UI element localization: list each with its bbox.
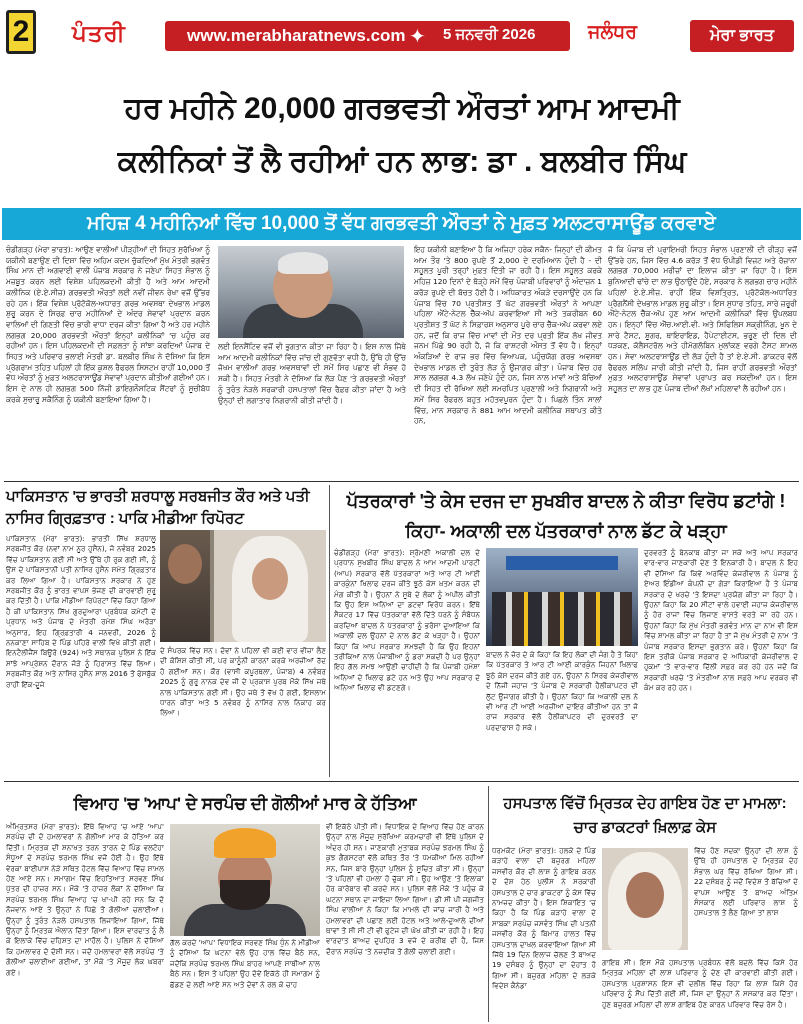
story-headline-journalists[interactable]: ਪੱਤਰਕਾਰਾਂ 'ਤੇ ਕੇਸ ਦਰਜ ਦਾ ਸੁਖਬੀਰ ਬਾਦਲ ਨੇ ਕੀਤਾ ਵਿਰੋਧ ਡਟਾਂਗੇ ! ਕਿਹਾ- ਅਕਾਲੀ ਦਲ ਪੱਤਰਕਾਰਾਂ ਨਾਲ ਡੱਟ ਕੇ ਖੜ੍ਹਾ bbox=[346, 491, 786, 541]
story-column: ਅੰਮ੍ਰਿਤਸਰ (ਮੇਰਾ ਭਾਰਤ): ਇੱਥੇ ਵਿਆਹ 'ਚ ਆਏ 'ਆਪ' ਸਰਪੰਚ ਦੀ ਦੋ ਹਮਲਾਵਰਾਂ ਨੇ ਗੋਲੀਆਂ ਮਾਰ ਕੇ ਹੱਤਿਆ ਕਰ ਦਿੱਤੀ। ਮ੍ਰਿਤਕ ਦੀ ਸ਼ਨਾਖਤ ਤਰਨ ਤਾਰਨ ਦੇ ਪਿੰਡ ਵਲਟੋਹਾ ਸੰਧੂਆਂ ਦੇ ਸਰਪੰਚ ਝਰਮਲ ਸਿੰਘ ਵਜੋਂ ਹੋਈ ਹੈ। ਉਹ ਇੱਥੇ ਵੇਰਕਾ ਬਾਈਪਾਸ ਨੇੜੇ ਸਥਿਤ ਹੋਟਲ ਵਿੱਚ ਵਿਆਹ ਵਿੱਚ ਸ਼ਾਮਲ ਹੋਣ ਆਏ ਸਨ। ਸਮਾਗਮ ਵਿੱਚ ਇਹਤਿਆਤ ਸਰਵਣ ਸਿੰਘ ਪੁੱਤਰ ਦੀ ਹਾਜ਼ਰ ਸਨ। ਮੌਕੇ 'ਤੇ ਹਾਜ਼ਰ ਲੋਕਾਂ ਨੇ ਦੱਸਿਆ ਕਿ ਸਰਪੰਚ ਝਰਮਲ ਸਿੰਘ ਵਿਆਹ 'ਚ ਖਾ-ਪੀ ਰਹੇ ਸਨ ਕਿ ਦੋ ਨੌਜਵਾਨ ਆਏ ਤੇ ਉਨ੍ਹਾਂ ਨੇ ਪਿੱਛੇ ਤੋਂ ਗੋਲੀਆਂ ਚਲਾਈਆਂ। ਉਨ੍ਹਾਂ ਨੂੰ ਤੁਰੰਤ ਨੇੜਲੇ ਹਸਪਤਾਲ ਲਿਜਾਇਆ ਗਿਆ, ਜਿੱਥੇ ਉਨ੍ਹਾਂ ਨੂੰ ਮ੍ਰਿਤਕ ਐਲਾਨ ਦਿੱਤਾ ਗਿਆ। ਇਸ ਵਾਰਦਾਤ ਨੂੰ ਲੈ ਕੇ ਇਲਾਕੇ ਵਿੱਚ ਦਹਿਸ਼ਤ ਦਾ ਮਾਹੌਲ ਹੈ। ਪੁਲਿਸ ਨੇ ਦੱਸਿਆ ਕਿ ਹਮਲਾਵਰ ਦੋ ਦੋਸ਼ੀ ਸਨ। ਜਦੋਂ ਹਮਲਾਵਰਾਂ ਵੱਲੋਂ ਸਰਪੰਚ 'ਤੇ ਗੋਲੀਆਂ ਚਲਾਈਆਂ ਗਈਆਂ, ਤਾਂ ਮੌਕੇ 'ਤੇ ਮੌਜੂਦ ਲੋਕ ਘਬਰਾ ਗਏ। bbox=[6, 822, 164, 977]
lead-headline bbox=[12, 82, 792, 188]
story-column: ਵੀ ਇਕੱਠੇ ਪੀਤੀ ਸੀ। ਵਿਧਾਇਕ ਦੇ ਵਿਆਹ ਵਿੱਚ ਹੋਣ ਕਾਰਨ ਉਨ੍ਹਾਂ ਨਾਲ ਮੌਜੂਦ ਸੁਰੱਖਿਆ ਕਰਮਚਾਰੀ ਵੀ ਇੱਥੇ ਪੁਲਿਸ ਦੇ ਅੰਦਰ ਹੀ ਸਨ। ਜਾਣਕਾਰੀ ਮੁਤਾਬਕ ਸਰਪੰਚ ਝਰਮਲ ਸਿੰਘ ਨੂੰ ਕੁਝ ਗੈਂਗਸਟਰਾਂ ਵੱਲੋਂ ਕਥਿਤ ਤੌਰ 'ਤੇ ਧਮਕੀਆਂ ਮਿਲ ਰਹੀਆਂ ਸਨ, ਜਿਸ ਬਾਰੇ ਉਨ੍ਹਾਂ ਪੁਲਿਸ ਨੂੰ ਸੂਚਿਤ ਕੀਤਾ ਸੀ। ਉਨ੍ਹਾਂ 'ਤੇ ਪਹਿਲਾਂ ਵੀ ਹਮਲਾ ਹੋ ਚੁੱਕਾ ਸੀ। ਉਹ ਆਉਣ 'ਤੇ ਇਲਾਕਾ ਹੋਰ ਕਾਰੋਬਾਰ ਵੀ ਕਰਦੇ ਸਨ। ਪੁਲਿਸ ਵੱਲੋਂ ਮੌਕੇ 'ਤੇ ਪਹੁੰਚ ਕੇ ਘਟਨਾ ਸਥਾਨ ਦਾ ਜਾਇਜ਼ਾ ਲਿਆ ਗਿਆ। ਡੀ ਸੀ ਪੀ ਜਗਜੀਤ ਸਿੰਘ ਵਾਲੀਆ ਨੇ ਕਿਹਾ ਕਿ ਮਾਮਲੇ ਦੀ ਜਾਂਚ ਜਾਰੀ ਹੈ ਅਤੇ ਹਮਲਾਵਰਾਂ ਦੀ ਪਛਾਣ ਲਈ ਹੋਟਲ ਅਤੇ ਆਲੇ-ਦੁਆਲੇ ਦੀਆਂ ਥਾਵਾਂ ਤੋਂ ਸੀ ਸੀ ਟੀ ਵੀ ਫੁਟੇਜ ਦੀ ਘੋਖ ਕੀਤੀ ਜਾ ਰਹੀ ਹੈ। ਇਹ ਵਾਰਦਾਤ ਬਾਅਦ ਦੁਪਹਿਰ 3 ਵਜੇ ਦੇ ਕਰੀਬ ਦੀ ਹੈ, ਜਿਸ ਦੌਰਾਨ ਸਰਪੰਚ 'ਤੇ ਨਜ਼ਦੀਕ ਤੋਂ ਗੋਲੀ ਚਲਾਈ ਗਈ। bbox=[326, 822, 484, 956]
newspaper-brand: ਪੰਤਰੀ bbox=[72, 20, 126, 46]
page-number: 2 bbox=[6, 10, 36, 54]
story-column: ਧਰਮਕੋਟ (ਮੇਰਾ ਭਾਰਤ): ਹਲਕੇ ਦੇ ਪਿੰਡ ਕੜਾਹੇ ਵਾਲਾ ਦੀ ਬਜ਼ੁਰਗ ਮਹਿਲਾ ਜਸਵੀਰ ਕੌਰ ਦੀ ਲਾਸ਼ ਨੂੰ ਗਾਇਬ ਕਰਨ ਦੇ ਦੋਸ਼ ਹੇਠ ਪੁਲੀਸ ਨੇ ਸਰਕਾਰੀ ਹਸਪਤਾਲ ਦੇ ਚਾਰ ਡਾਕਟਰਾਂ ਨੂੰ ਕੇਸ ਵਿੱਚ ਨਾਮਜ਼ਦ ਕੀਤਾ ਹੈ। ਇਸ ਸ਼ਿਕਾਇਤ 'ਚ ਕਿਹਾ ਹੈ ਕਿ ਪਿੰਡ ਕੜਾਹੇ ਵਾਲਾ ਦੇ ਸਾਬਕਾ ਸਰਪੰਚ ਜਸਵੰਤ ਸਿੰਘ ਦੀ ਪਤਨੀ ਜਸਵੀਰ ਕੌਰ ਨੂੰ ਬਿਮਾਰ ਹਾਲਤ ਵਿੱਚ ਹਸਪਤਾਲ ਦਾਖਲ ਕਰਵਾਇਆ ਗਿਆ ਸੀ ਜਿੱਥੇ 19 ਦਿਨ ਇਲਾਜ ਚੱਲਣ ਤੋਂ ਬਾਅਦ 19 ਦਸੰਬਰ ਨੂੰ ਉਨ੍ਹਾਂ ਦਾ ਦੇਹਾਂਤ ਹੋ ਗਿਆ ਸੀ। ਬਜ਼ੁਰਗ ਮਹਿਲਾ ਦੇ ਲੜਕੇ ਵਿਦੇਸ਼ ਕੈਨੇਡਾ bbox=[492, 846, 596, 991]
story-headline-hospital[interactable]: ਹਸਪਤਾਲ ਵਿੱਚੋਂ ਮ੍ਰਿਤਕ ਦੇਹ ਗਾਇਬ ਹੋਣ ਦਾ ਮਾਮਲਾ: ਚਾਰ ਡਾਕਟਰਾਂ ਖ਼ਿਲਾਫ਼ ਕੇਸ bbox=[503, 795, 787, 836]
lead-subhead: ਮਹਿਜ਼ 4 ਮਹੀਨਿਆਂ ਵਿੱਚ 10,000 ਤੋਂ ਵੱਧ ਗਰਭਵਤੀ ਔਰਤਾਂ ਨੇ ਮੁਫ਼ਤ ਅਲਟਰਾਸਾਊਂਡ ਕਰਵਾਏ bbox=[2, 208, 801, 240]
story-column: ਦੁਰਵਰਤੋਂ ਨੂੰ ਬੇਨਕਾਬ ਕੀਤਾ ਜਾ ਸਕੇ ਅਤੇ ਆਪ ਸਰਕਾਰ ਵਾਰ-ਵਾਰ ਜਾਣਕਾਰੀ ਦੇਣ ਤੋਂ ਇਨਕਾਰੀ ਹੈ। ਬਾਦਲ ਨੇ ਇਹ ਵੀ ਦੱਸਿਆ ਕਿ ਕਿਵੇਂ ਅਰਵਿੰਦ ਕੇਜਰੀਵਾਲ ਨੇ ਪੰਜਾਬ ਨੂੰ ਏਅਰ ਇੰਡੀਆ ਕੰਪਨੀ ਦਾ ਗੇੜਾ ਕਿਰਾਇਆ ਹੈ ਤੇ ਪੰਜਾਬ ਸਰਕਾਰ ਦੇ ਖਰਚੇ 'ਤੇ ਇਸਦਾ ਪ੍ਰਯੋਗ ਕੀਤਾ ਜਾ ਰਿਹਾ ਹੈ। ਉਹਨਾਂ ਕਿਹਾ ਕਿ 20 ਸੀਟਾਂ ਵਾਲੇ ਹਵਾਈ ਜਹਾਜ਼ ਕੇਜਰੀਵਾਲ ਨੂੰ ਹੋਰ ਰਾਜਾਂ ਵਿੱਚ ਲਿਜਾਣ ਵਾਸਤੇ ਵਰਤੇ ਜਾ ਰਹੇ ਹਨ। ਉਹਨਾਂ ਕਿਹਾ ਕਿ ਮੁੱਖ ਮੰਤਰੀ ਭਗਵੰਤ ਮਾਨ ਦਾ ਨਾਮ ਵੀ ਇਸ ਵਿੱਚ ਸ਼ਾਮਲ ਕੀਤਾ ਜਾ ਰਿਹਾ ਹੈ ਤਾਂ ਜੋ ਮੁੱਖ ਮੰਤਰੀ ਦੇ ਨਾਮ 'ਤੇ ਪੰਜਾਬ ਸਰਕਾਰ ਇਸਦਾ ਭੁਗਤਾਨ ਕਰੇ। ਉਹਨਾਂ ਕਿਹਾ ਕਿ ਇਸ ਤਰੀਕੇ ਪੰਜਾਬ ਸਰਕਾਰ ਦੇ ਅਧਿਕਾਰੀ ਕੇਜਰੀਵਾਲ ਦੇ ਹੁਕਮਾਂ 'ਤੇ ਵਾਰ-ਵਾਰ ਦਿੱਲੀ ਸਫ਼ਰ ਕਰ ਰਹੇ ਹਨ ਜਦੋਂ ਕਿ ਸਰਕਾਰੀ ਖਰਚੇ 'ਤੇ ਮੰਤਰੀਆਂ ਨਾਲ ਸਫ਼ਰੇ ਆਪ ਵਰਕਰ ਵੀ ਕੰਮ ਕਰ ਰਹੇ ਹਨ। bbox=[644, 548, 798, 693]
column-divider bbox=[329, 485, 330, 777]
story-column: ਪਾਕਿਸਤਾਨ (ਮੇਰਾ ਭਾਰਤ): ਭਾਰਤੀ ਸਿੱਖ ਸ਼ਰਧਾਲੂ ਸਰਬਜੀਤ ਕੌਰ (ਨਵਾਂ ਨਾਮ ਨੂਰ ਹੁਸੈਨ), ਜੋ ਨਵੰਬਰ 2025 ਵਿੱਚ ਪਾਕਿਸਤਾਨ ਗਈ ਸੀ ਅਤੇ ਉੱਥੇ ਹੀ ਰੁਕ ਗਈ ਸੀ, ਨੂੰ ਉਸ ਦੇ ਪਾਕਿਸਤਾਨੀ ਪਤੀ ਨਾਸਿਰ ਹੁਸੈਨ ਸਮੇਤ ਗ੍ਰਿਫ਼ਤਾਰ ਕਰ ਲਿਆ ਗਿਆ ਹੈ। ਪਾਕਿਸਤਾਨ ਸਰਕਾਰ ਨੇ ਹੁਣ ਸਰਬਜੀਤ ਕੌਰ ਨੂੰ ਭਾਰਤ ਵਾਪਸ ਭੇਜਣ ਦੀ ਕਾਰਵਾਈ ਸ਼ੁਰੂ ਕਰ ਦਿੱਤੀ ਹੈ। ਪਾਕਿ ਮੀਡੀਆ ਰਿਪੋਰਟਾਂ ਵਿੱਚ ਕਿਹਾ ਗਿਆ ਹੈ ਕੀ ਪਾਕਿਸਤਾਨ ਸਿੱਖ ਗੁਰਦੁਆਰਾ ਪ੍ਰਬੰਧਕ ਕਮੇਟੀ ਦੇ ਪ੍ਰਧਾਨ ਅਤੇ ਪੰਜਾਬ ਦੇ ਮੰਤਰੀ ਰਮੇਸ਼ ਸਿੰਘ ਅਰੋੜਾ ਅਨੁਸਾਰ, ਇਹ ਗ੍ਰਿਫ਼ਤਾਰੀ 4 ਜਨਵਰੀ, 2026 ਨੂੰ ਨਨਕਾਣਾ ਸਾਹਿਬ ਦੇ ਪਿੰਡ ਪਹਿਰੇ ਵਾਲੀ ਵਿਖੇ ਕੀਤੀ ਗਈ। ਇਨਟੈਲੀਜੈਂਸ ਬਿਊਰੋ (924) ਅਤੇ ਸਥਾਨਕ ਪੁਲਿਸ ਨੇ ਇੱਕ ਸਾਂਝੇ ਆਪ੍ਰੇਸ਼ਨ ਦੌਰਾਨ ਜੋੜੇ ਨੂੰ ਹਿਰਾਸਤ ਵਿੱਚ ਲਿਆ। ਸਰਬਜੀਤ ਕੌਰ ਅਤੇ ਨਾਸਿਰ ਹੁਸੈਨ ਸਾਲ 2016 ਤੋਂ ਫੇਸਬੁੱਕ ਰਾਹੀਂ ਇੱਕ-ਦੂਜੇ bbox=[6, 534, 156, 689]
protest-photo bbox=[486, 548, 638, 646]
minister-photo bbox=[218, 246, 404, 338]
story-headline-sarpanch[interactable]: ਵਿਆਹ 'ਚ 'ਆਪ' ਦੇ ਸਰਪੰਚ ਦੀ ਗੋਲੀਆਂ ਮਾਰ ਕੇ ਹੱਤਿਆ bbox=[73, 794, 417, 813]
lead-column: ਲਈ ਇਨਸੈਂਟਿਵ ਵਜੋਂ ਵੀ ਭੁਗਤਾਨ ਕੀਤਾ ਜਾ ਰਿਹਾ ਹੈ। ਇਸ ਨਾਲ ਜਿੱਥੇ ਆਮ ਆਦਮੀ ਕਲੀਨਿਕਾਂ ਵਿੱਚ ਜਾਂਚ ਦੀ ਗੁਣਵੱਤਾ ਵਧੀ ਹੈ, ਉੱਥੇ ਹੀ ਉੱਚ ਜੋਖਮ ਵਾਲੀਆਂ ਗਰਭ ਅਵਸਥਾਵਾਂ ਦੀ ਸਮੇਂ ਸਿਰ ਪਛਾਣ ਵੀ ਸੰਭਵ ਹੋ ਸਕੀ ਹੈ। ਸਿਹਤ ਮੰਤਰੀ ਨੇ ਦੱਸਿਆ ਕਿ ਲੋੜ ਪੈਣ 'ਤੇ ਗਰਭਵਤੀ ਔਰਤਾਂ ਨੂੰ ਤੁਰੰਤ ਨੇੜਲੇ ਸਰਕਾਰੀ ਹਸਪਤਾਲਾਂ ਵਿੱਚ ਰੈਫ਼ਰ ਕੀਤਾ ਜਾਂਦਾ ਹੈ ਅਤੇ ਉਨ੍ਹਾਂ ਦੀ ਲਗਾਤਾਰ ਨਿਗਰਾਨੀ ਕੀਤੀ ਜਾਂਦੀ ਹੈ। bbox=[218, 342, 406, 405]
lead-headline-line2: ਕਲੀਨਿਕਾਂ ਤੋਂ ਲੈ ਰਹੀਆਂ ਹਨ ਲਾਭ: ਡਾ . ਬਲਬੀਰ ਸਿੰਘ bbox=[117, 145, 687, 178]
story-column: ਗੱਲ ਕਰਦੇ 'ਆਪ' ਵਿਧਾਇਕ ਸਰਵਣ ਸਿੰਘ ਧੁੰਨ ਨੇ ਮੀਡੀਆ ਨੂੰ ਦੱਸਿਆ ਕਿ ਘਟਨਾ ਵੇਲੇ ਉਹ ਹਾਲ ਵਿੱਚ ਬੈਠੇ ਸਨ, ਜਦੋਂਕਿ ਸਰਪੰਚ ਝਰਮਲ ਸਿੰਘ ਬਾਹਰ ਆਪਣੇ ਸਾਥੀਆਂ ਨਾਲ ਬੈਠੇ ਸਨ। ਇਸ ਤੋਂ ਪਹਿਲਾਂ ਉਹ ਦੋਵੇਂ ਇਕੱਠੇ ਹੀ ਸਮਾਗਮ ਨੂੰ ਛੱਡਣ ਦੇ ਲਈ ਆਏ ਸਨ ਅਤੇ ਦੋਵਾਂ ਨੇ ਰਲ ਕੇ ਚਾਹ bbox=[170, 938, 320, 989]
lead-column: ਜੋ ਕਿ ਪੰਜਾਬ ਦੀ ਪ੍ਰਾਇਮਰੀ ਸਿਹਤ ਸੰਭਾਲ ਪ੍ਰਣਾਲੀ ਦੀ ਰੀੜ੍ਹ ਵਜੋਂ ਉੱਭਰੇ ਹਨ, ਜਿਸ ਵਿੱਚ 4.6 ਕਰੋੜ ਤੋਂ ਵੱਧ ਓਪੀਡੀ ਵਿਜ਼ਟ ਅਤੇ ਰੋਜ਼ਾਨਾ ਲਗਭਗ 70,000 ਮਰੀਜ਼ਾਂ ਦਾ ਇਲਾਜ ਕੀਤਾ ਜਾ ਰਿਹਾ ਹੈ। ਇਸ ਬੁਨਿਆਦੀ ਢਾਂਚੇ ਦਾ ਲਾਭ ਉਠਾਉਂਦੇ ਹੋਏ, ਸਰਕਾਰ ਨੇ ਲਗਭਗ ਚਾਰ ਮਹੀਨੇ ਪਹਿਲਾਂ ਏ.ਏ.ਸੀਜ਼. ਰਾਹੀਂ ਇੱਕ ਵਿਸ਼ਤ੍ਰਿਤ, ਪ੍ਰੋਟੋਕੋਲ-ਅਧਾਰਿਤ ਪ੍ਰੈਗਨੈਂਸੀ ਦੇਖਭਾਲ ਮਾਡਲ ਸ਼ੁਰੂ ਕੀਤਾ। ਇਸ ਸੁਧਾਰ ਤਹਿਤ, ਸਾਰੇ ਜ਼ਰੂਰੀ ਐਂਟੇ-ਨੇਟਲ ਚੈੱਕ-ਅੱਪ ਹੁਣ ਆਮ ਆਦਮੀ ਕਲੀਨਿਕਾਂ ਵਿੱਚ ਉਪਲਬਧ ਹਨ। ਇਨ੍ਹਾਂ ਵਿੱਚ ਐੱਚ.ਆਈ.ਵੀ. ਅਤੇ ਸਿਫਿਲਿਸ ਸਕ੍ਰੀਨਿੰਗ, ਖੂਨ ਦੇ ਸਾਰੇ ਟੈਸਟ, ਸ਼ੂਗਰ, ਥਾਇਰਾਇਡ, ਹੈਪੇਟਾਈਟਸ, ਭਰੂਣ ਦੀ ਦਿਲ ਦੀ ਧੜਕਣ, ਕੋਲੈਸਟਰੋਲ ਅਤੇ ਹੀਮੋਗਲੋਬਿਨ ਮੁਲਾਂਕਣ ਵਰਗੇ ਟੈਸਟ ਸ਼ਾਮਲ ਹਨ। ਸੇਵਾ ਅਲਟਰਾਸਾਊਂਡ ਦੀ ਲੋੜ ਹੁੰਦੀ ਹੈ ਤਾਂ ਏ.ਏ.ਸੀ. ਡਾਕਟਰ ਵੱਲੋਂ ਰੈਫਰਲ ਸਲਿੱਪ ਜਾਰੀ ਕੀਤੀ ਜਾਂਦੀ ਹੈ, ਜਿਸ ਰਾਹੀਂ ਗਰਭਵਤੀ ਔਰਤਾਂ ਮੁਫ਼ਤ ਅਲਟਰਾਸਾਊਂਡ ਸੇਵਾਵਾਂ ਪ੍ਰਾਪਤ ਕਰ ਸਕਦੀਆਂ ਹਨ। ਇਸ ਸਹੂਲਤ ਦਾ ਲਾਭ ਹੁਣ ਪੰਜਾਬ ਦੀਆਂ ਲੱਖਾਂ ਮਹਿਲਾਵਾਂ ਲੈ ਰਹੀਆਂ ਹਨ। bbox=[608, 245, 797, 394]
star-icon: ✦ bbox=[409, 24, 426, 48]
story-column: ਵਿੱਚ ਹੋਣ ਸਦਕਾ ਉਨ੍ਹਾਂ ਦੀ ਲਾਸ਼ ਨੂੰ ਉੱਥੇ ਹੀ ਹਸਪਤਾਲ ਦੇ ਮ੍ਰਿਤਕ ਦੇਹ ਸੰਭਾਲ ਘਰ ਵਿੱਚ ਰੱਖਿਆ ਗਿਆ ਸੀ। 22 ਦਸੰਬਰ ਨੂੰ ਜਦੋਂ ਵਿਦੇਸ਼ ਤੋਂ ਬੱਚਿਆਂ ਦੇ ਵਾਪਸ ਆਉਣ ਤੋਂ ਬਾਅਦ ਅੰਤਿਮ ਸੰਸਕਾਰ ਲਈ ਪਰਿਵਾਰ ਲਾਸ਼ ਨੂੰ ਹਸਪਤਾਲ ਤੋਂ ਲੈਣ ਗਿਆ ਤਾਂ ਲਾਸ਼ bbox=[694, 846, 798, 918]
masthead bbox=[0, 0, 803, 72]
website-bar bbox=[165, 21, 570, 51]
story-column: ਚੰਡੀਗੜ੍ਹ (ਮੇਰਾ ਭਾਰਤ): ਸ਼੍ਰੋਮਣੀ ਅਕਾਲੀ ਦਲ ਦੇ ਪ੍ਰਧਾਨ ਸੁਖਬੀਰ ਸਿੰਘ ਬਾਦਲ ਨੇ ਆਮ ਆਦਮੀ ਪਾਰਟੀ (ਆਪ) ਸਰਕਾਰ ਵੱਲੋਂ ਪੱਤਰਕਾਰਾਂ ਅਤੇ ਆਰ ਟੀ ਆਈ ਕਾਰਕੁੰਨਾਂ ਖਿਲਾਫ ਦਰਜ ਕੀਤੇ ਝੂਠੇ ਕੇਸ ਖ਼ਤਮ ਕਰਨ ਦੀ ਮੰਗ ਕੀਤੀ ਹੈ। ਉਹਨਾਂ ਨੇ ਸੂਬੇ ਦੇ ਲੋਕਾਂ ਨੂੰ ਅਪੀਲ ਕੀਤੀ ਕਿ ਉਹ ਇਸ ਅਨਿਆਂ ਦਾ ਡਟਵਾਂ ਵਿਰੋਧ ਕਰਨ। ਇੱਥੇ ਸੈਕਟਰ 17 ਵਿੱਚ ਪੱਤਰਕਾਰਾਂ ਵੱਲੋਂ ਦਿੱਤੇ ਧਰਨੇ ਨੂੰ ਸੰਬੋਧਨ ਕਰਦਿਆਂ ਬਾਦਲ ਨੇ ਪੱਤਰਕਾਰਾਂ ਨੂੰ ਭਰੋਸਾ ਦੁਆਇਆ ਕਿ ਅਕਾਲੀ ਦਲ ਉਹਨਾਂ ਦੇ ਨਾਲ ਡੱਟ ਕੇ ਖੜ੍ਹਾ ਹੈ। ਉਹਨਾਂ ਕਿਹਾ ਕਿ ਆਪ ਸਰਕਾਰ ਸਮਝਦੀ ਹੈ ਕਿ ਉਹ ਇਹਨਾਂ ਤਰੀਕਿਆਂ ਨਾਲ ਪੰਜਾਬੀਆਂ ਨੂੰ ਡਰਾ ਸਕਦੀ ਹੈ ਪਰ ਉਨ੍ਹਾਂ ਇਹ ਗੱਲ ਸਮਝ ਆਉਣੀ ਚਾਹੀਦੀ ਹੈ ਕਿ ਪੰਜਾਬੀ ਹਮੇਸ਼ਾ ਅਨਿਆਂ ਦੇ ਖਿਲਾਫ ਡਟੇ ਹਨ ਅਤੇ ਉਹ ਆਪ ਸਰਕਾਰ ਦੇ ਅਨਿਆਂ ਖਿਲਾਫ ਵੀ ਡਟਣਗੇ। bbox=[334, 548, 480, 693]
story-column: ਬਾਦਲ ਨੇ ਜ਼ੋਰ ਦੇ ਕੇ ਕਿਹਾ ਕਿ ਇਹ ਲੋਕਾਂ ਦੀ ਜੰਗ ਹੈ ਤੇ ਕਿਹਾ ਕਿ ਪੱਤਰਕਾਰ ਤੇ ਆਰ ਟੀ ਆਈ ਕਾਰਕੁੰਨ ਜਿਹਨਾਂ ਖਿਲਾਫ ਝੂਠੇ ਕੇਸ ਦਰਜ ਕੀਤੇ ਗਏ ਹਨ, ਉਹਨਾਂ ਨੇ ਸਿਰਫ ਕੇਜਰੀਵਾਲ ਦੇ ਨਿੱਜੀ ਜਹਾਜ਼ 'ਤੇ ਪੰਜਾਬ ਦੇ ਸਰਕਾਰੀ ਹੈਲੀਕਾਪਟਰ ਦੀ ਲੁੱਟ ਉਜਾਗਰ ਕੀਤੀ ਹੈ। ਉਹਨਾਂ ਕਿਹਾ ਕਿ ਅਕਾਲੀ ਦਲ ਨੇ ਵੀ ਆਰ ਟੀ ਆਈ ਅਰਜ਼ੀਆਂ ਦਾਇਰ ਕੀਤੀਆਂ ਹਨ ਤਾਂ ਜੋ ਰਾਜ ਸਰਕਾਰ ਵੱਲੋਂ ਹੈਲੀਕਾਪਟਰ ਦੀ ਦੁਰਵਰਤੋਂ ਦਾ ਪਰਦਾਫਾਸ਼ ਹੋ ਸਕੇ। bbox=[486, 650, 638, 732]
website-url[interactable]: www.merabharatnews.com bbox=[187, 26, 406, 45]
column-divider bbox=[488, 786, 489, 1022]
issue-date: 5 ਜਨਵਰੀ 2026 bbox=[443, 26, 536, 43]
section-divider bbox=[4, 481, 799, 482]
lead-headline-line1: ਹਰ ਮਹੀਨੇ 20,000 ਗਰਭਵਤੀ ਔਰਤਾਂ ਆਮ ਆਦਮੀ bbox=[124, 92, 680, 125]
section-badge: ਮੇਰਾ ਭਾਰਤ bbox=[690, 20, 794, 52]
sarpanch-photo bbox=[170, 824, 320, 936]
edition-city: ਜਲੰਧਰ bbox=[588, 22, 638, 43]
story-column: ਦੇ ਸੰਪਰਕ ਵਿੱਚ ਸਨ। ਦੋਵਾਂ ਨੇ ਪਹਿਲਾਂ ਵੀ ਕਈ ਵਾਰ ਵੀਜ਼ਾ ਲੈਣ ਦੀ ਕੋਸ਼ਿਸ਼ ਕੀਤੀ ਸੀ, ਪਰ ਕਾਨੂੰਨੀ ਕਾਰਨਾਂ ਕਰਕੇ ਅਰਜ਼ੀਆਂ ਰੱਦ ਹੋ ਗਈਆਂ ਸਨ। ਕੌਰ (ਵਾਸੀ ਕਪੂਰਥਲਾ, ਪੰਜਾਬ) 4 ਨਵੰਬਰ 2025 ਨੂੰ ਗੁਰੂ ਨਾਨਕ ਦੇਵ ਜੀ ਦੇ ਪ੍ਰਕਾਸ਼ ਪੁਰਬ ਮੌਕੇ ਸਿੱਖ ਜਥੇ ਨਾਲ ਪਾਕਿਸਤਾਨ ਗਈ ਸੀ। ਉਹ ਜਥੇ ਤੋਂ ਵੱਖ ਹੋ ਗਈ, ਇਸਲਾਮ ਧਾਰਨ ਕੀਤਾ ਅਤੇ 5 ਨਵੰਬਰ ਨੂੰ ਨਾਸਿਰ ਨਾਲ ਨਿਕਾਹ ਕਰ ਲਿਆ। bbox=[160, 646, 326, 718]
lead-column: ਇਹ ਯਕੀਨੀ ਬਣਾਇਆ ਹੈ ਕਿ ਅਜਿਹਾ ਹਰੇਕ ਸਕੈਨ- ਜਿਨ੍ਹਾਂ ਦੀ ਕੀਮਤ ਆਮ ਤੌਰ 'ਤੇ 800 ਰੁਪਏ ਤੋਂ 2,000 ਦੇ ਦਰਮਿਆਨ ਹੁੰਦੀ ਹੈ - ਦੀ ਸਹੂਲਤ ਪੂਰੀ ਤਰ੍ਹਾਂ ਮੁਫ਼ਤ ਦਿੱਤੀ ਜਾ ਰਹੀ ਹੈ। ਇਸ ਸਹੂਲਤ ਕਰਕੇ ਮਹਿਜ਼ 120 ਦਿਨਾਂ ਦੇ ਥੋੜ੍ਹੇ ਸਮੇਂ ਵਿੱਚ ਪੰਜਾਬੀ ਪਰਿਵਾਰਾਂ ਨੂੰ ਅੰਦਾਜ਼ਨ 1 ਕਰੋੜ ਰੁਪਏ ਦੀ ਬੱਚਤ ਹੋਈ ਹੈ। ਅਧਿਕਾਰਤ ਅੰਕੜੇ ਦਰਸਾਉਂਦੇ ਹਨ ਕਿ ਪੰਜਾਬ ਵਿੱਚ 70 ਪ੍ਰਤੀਸ਼ਤ ਤੋਂ ਘੱਟ ਗਰਭਵਤੀ ਔਰਤਾਂ ਨੇ ਆਪਣਾ ਪਹਿਲਾ ਐਂਟੇ-ਨੇਟਲ ਚੈੱਕ-ਅੱਪ ਕਰਵਾਇਆ ਸੀ ਅਤੇ ਤਕਰੀਬਨ 60 ਪ੍ਰਤੀਸ਼ਤ ਤੋਂ ਘੱਟ ਨੇ ਸਿਫ਼ਾਰਸ਼ ਅਨੁਸਾਰ ਪੂਰੇ ਚਾਰ ਚੈੱਕ-ਅੱਪ ਕਰਵਾ ਲਏ ਹਨ, ਜਦੋਂ ਕਿ ਰਾਜ ਵਿੱਚ ਮਾਵਾਂ ਦੀ ਮੌਤ ਦਰ ਪ੍ਰਤੀ ਇੱਕ ਲੱਖ ਜੀਵਤ ਜਨਮ ਪਿੱਛੇ 90 ਰਹੀ ਹੈ, ਜੋ ਕਿ ਰਾਸ਼ਟਰੀ ਔਸਤ ਤੋਂ ਵੱਧ ਹੈ। ਇਨ੍ਹਾਂ ਅੰਕੜਿਆਂ ਦੇ ਰਾਜ ਭਰ ਵਿੱਚ ਵਿਆਪਕ, ਪਹੁੰਚਯੋਗ ਗਰਭ ਅਵਸਥਾ ਦੇਖਭਾਲ ਮਾਡਲ ਦੀ ਤੁਰੰਤ ਲੋੜ ਨੂੰ ਉਜਾਗਰ ਕੀਤਾ। ਪੰਜਾਬ ਵਿੱਚ ਹਰ ਸਾਲ ਲਗਭਗ 4.3 ਲੱਖ ਜਣੇਪੇ ਹੁੰਦੇ ਹਨ, ਜਿਸ ਨਾਲ ਮਾਵਾਂ ਅਤੇ ਬੱਚਿਆਂ ਦੀ ਸਿਹਤ ਦੀ ਰੱਖਿਆ ਲਈ ਸਮਰਪਿਤ ਪ੍ਰਣਾਲੀ ਅਤੇ ਨਿਗਰਾਨੀ ਅਤੇ ਸਮੇਂ ਸਿਰ ਰੈਫਰਲ ਬਹੁਤ ਮਹੱਤਵਪੂਰਨ ਹੁੰਦਾ ਹੈ। ਪਿਛਲੇ ਤਿੰਨ ਸਾਲਾਂ ਵਿੱਚ, ਮਾਨ ਸਰਕਾਰ ਨੇ 881 ਆਮ ਆਦਮੀ ਕਲੀਨਿਕ ਸਥਾਪਤ ਕੀਤੇ ਹਨ, bbox=[414, 245, 602, 426]
story-headline-pakistan[interactable]: ਪਾਕਿਸਤਾਨ 'ਚ ਭਾਰਤੀ ਸ਼ਰਧਾਲੂ ਸਰਬਜੀਤ ਕੌਰ ਅਤੇ ਪਤੀ ਨਾਸਿਰ ਗ੍ਰਿਫ਼ਤਾਰ : ਪਾਕਿ ਮੀਡੀਆ ਰਿਪੋਰਟ bbox=[6, 488, 310, 527]
elderly-woman-photo bbox=[602, 848, 688, 950]
lead-column: ਚੰਡੀਗੜ੍ਹ (ਮੇਰਾ ਭਾਰਤ): ਆਉਣ ਵਾਲੀਆਂ ਪੀੜ੍ਹੀਆਂ ਦੀ ਸਿਹਤ ਸੁਰੱਖਿਆ ਨੂੰ ਯਕੀਨੀ ਬਣਾਉਣ ਦੀ ਦਿਸ਼ਾ ਵਿੱਚ ਅਹਿਮ ਕਦਮ ਚੁੱਕਦਿਆਂ ਮੁੱਖ ਮੰਤਰੀ ਭਗਵੰਤ ਸਿੰਘ ਮਾਨ ਦੀ ਅਗਵਾਈ ਵਾਲੀ ਪੰਜਾਬ ਸਰਕਾਰ ਨੇ ਜਣੇਪਾ ਸਿਹਤ ਸੰਭਾਲ ਨੂੰ ਮਜ਼ਬੂਤ ਕਰਨ ਲਈ ਵਿਸ਼ੇਸ਼ ਪਹਿਲਕਦਮੀ ਕੀਤੀ ਹੈ ਅਤੇ ਆਮ ਆਦਮੀ ਕਲੀਨਿਕ (ਏ.ਏ.ਸੀਜ਼) ਗਰਭਵਤੀ ਔਰਤਾਂ ਲਈ ਨਵੀਂ ਜੀਵਨ ਰੇਖਾ ਵਜੋਂ ਉੱਭਰ ਰਹੇ ਹਨ। ਇੱਕ ਵਿਸ਼ੇਸ਼ ਪ੍ਰੋਟੋਕੋਲ-ਅਧਾਰਤ ਗਰਭ ਅਵਸਥਾ ਦੇਖਭਾਲ ਮਾਡਲ ਸ਼ੁਰੂ ਕਰਨ ਦੇ ਸਿਰਫ਼ ਚਾਰ ਮਹੀਨਿਆਂ ਦੇ ਅੰਦਰ ਸੇਵਾਵਾਂ ਪ੍ਰਦਾਨ ਕਰਨ ਵਾਲਿਆਂ ਦੀ ਗਿਣਤੀ ਵਿੱਚ ਭਾਰੀ ਵਾਧਾ ਦਰਜ ਕੀਤਾ ਗਿਆ ਹੈ ਅਤੇ ਹਰ ਮਹੀਨੇ ਲਗਭਗ 20,000 ਗਰਭਵਤੀ ਔਰਤਾਂ ਇਨ੍ਹਾਂ ਕਲੀਨਿਕਾਂ 'ਚ ਪਹੁੰਚ ਕਰ ਰਹੀਆਂ ਹਨ। ਇਸ ਪਹਿਲਕਦਮੀ ਦੀ ਸਫ਼ਲਤਾ ਨੂੰ ਸਾਂਝਾ ਕਰਦਿਆਂ ਪੰਜਾਬ ਦੇ ਸਿਹਤ ਅਤੇ ਪਰਿਵਾਰ ਭਲਾਈ ਮੰਤਰੀ ਡਾ. ਬਲਬੀਰ ਸਿੰਘ ਨੇ ਦੱਸਿਆ ਕਿ ਇਸ ਪ੍ਰੋਗਰਾਮ ਤਹਿਤ ਪਹਿਲਾਂ ਹੀ ਇੱਕ ਕੁਸ਼ਲ ਰੈਫਰਲ ਸਿਸਟਮ ਰਾਹੀਂ 10,000 ਤੋਂ ਵੱਧ ਔਰਤਾਂ ਨੂੰ ਮੁਫ਼ਤ ਅਲਟਰਾਸਾਊਂਡ ਸੇਵਾਵਾਂ ਪ੍ਰਦਾਨ ਕੀਤੀਆਂ ਗਈਆਂ ਹਨ। ਇਸ ਦੇ ਨਾਲ ਹੀ ਲਗਭਗ 500 ਨਿੱਜੀ ਡਾਇਗਨੌਸਟਿਕ ਸੈਂਟਰਾਂ ਨੂੰ ਸੂਚੀਬੱਧ ਕਰਕੇ ਸੁਚਾਰੂ ਸਕੈਨਿੰਗ ਨੂੰ ਯਕੀਨੀ ਬਣਾਇਆ ਗਿਆ ਹੈ। bbox=[6, 245, 210, 404]
couple-photo bbox=[160, 530, 326, 642]
section-divider bbox=[4, 781, 799, 782]
story-column: ਗਾਇਬ ਸੀ। ਇਸ ਮੌਕੇ ਹਸਪਤਾਲ ਪ੍ਰਬੰਧਨ ਵੱਲੋਂ ਬਦਲੇ ਵਿੱਚ ਕਿਸੇ ਹੋਰ ਮ੍ਰਿਤਕ ਮਹਿਲਾ ਦੀ ਲਾਸ਼ ਪਰਿਵਾਰ ਨੂੰ ਦੇਣ ਦੀ ਕਾਰਵਾਈ ਕੀਤੀ ਗਈ। ਹਸਪਤਾਲ ਪ੍ਰਸ਼ਾਸਨ ਇਸ ਵੀ ਦਲੀਲ ਵਿੱਚ ਰਿਹਾ ਕਿ ਲਾਸ਼ ਕਿਸੇ ਹੋਰ ਪਰਿਵਾਰ ਨੂੰ ਸੌਂਪ ਦਿੱਤੀ ਗਈ ਸੀ, ਜਿਸ ਦਾ ਉਨ੍ਹਾਂ ਨੇ ਸਸਕਾਰ ਕਰ ਦਿੱਤਾ। ਹੁਣ ਬਜ਼ੁਰਗ ਮਹਿਲਾ ਦੀ ਲਾਸ਼ ਗਾਇਬ ਹੋਣ ਕਾਰਨ ਪਰਿਵਾਰ ਵਿੱਚ ਰੋਸ ਹੈ। bbox=[602, 958, 798, 1009]
